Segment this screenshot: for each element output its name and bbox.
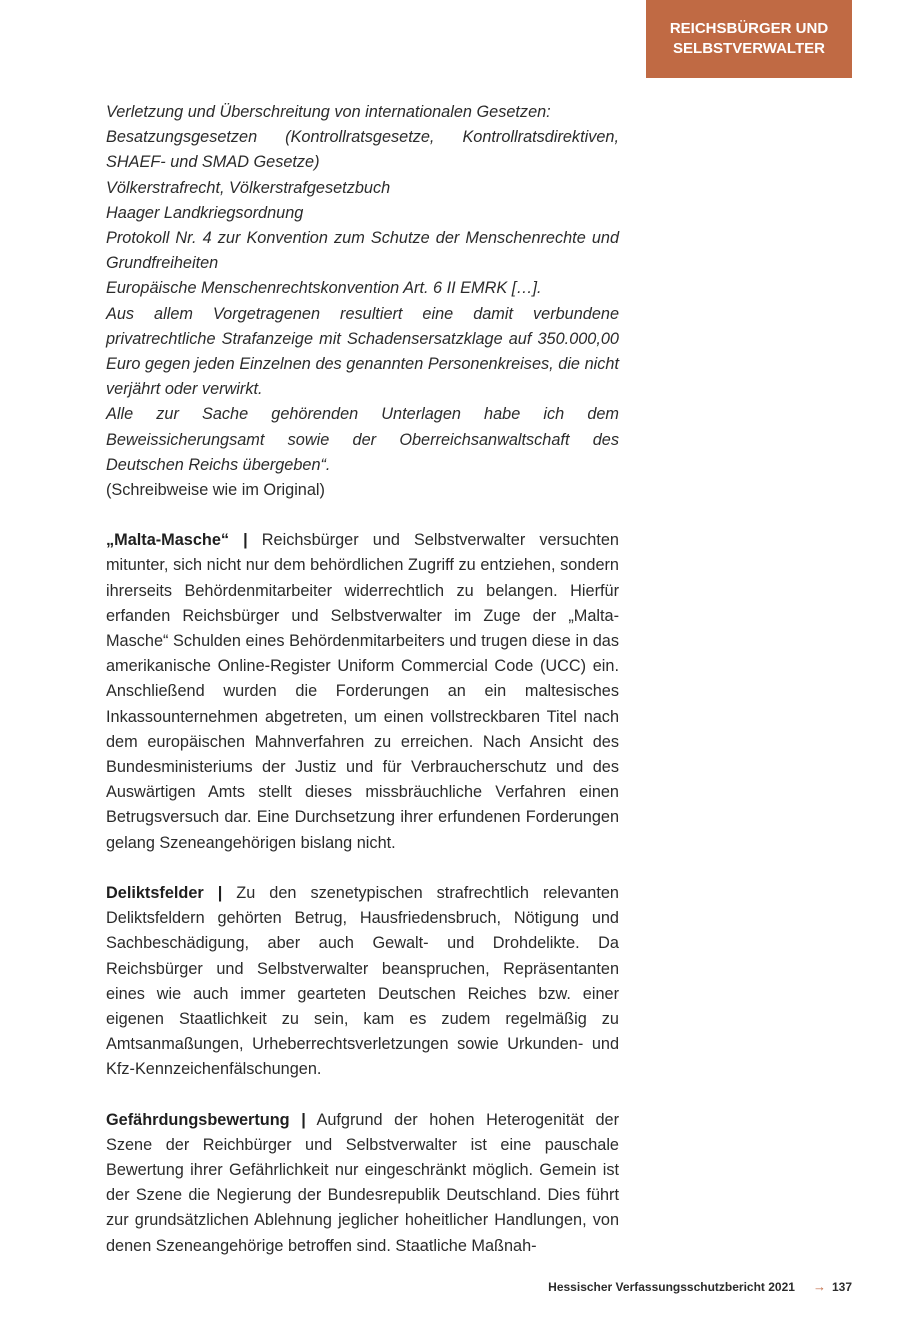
page-footer [548, 1279, 852, 1294]
paragraph-text: Zu den szenetypischen strafrechtlich relevanten Deliktsfeldern gehörten Betrug, Hausfriedensbruch, Nötigung und Sachbeschädigung, aber auch Gewalt- und Drohdelikte. Da Reichsbürger und Selbstverwalter beanspruchen, Repräsentanten eines wie auch immer gearteten Deutschen Reiches bzw. einer eigenen Staatlichkeit zu sein, kam es zudem regelmäßig zu Amtsanmaßungen, Urheberrechtsverletzungen sowie Urkunden- und Kfz-Kennzeichenfälschungen. [106, 883, 619, 1079]
paragraph-text: Reichsbürger und Selbstverwalter versuchten mitunter, sich nicht nur dem behördlichen Zugriff zu entziehen, sondern ihrerseits Behördenmitarbeiter widerrechtlich zu belangen. Hierfür erfanden Reichsbürger und Selbstverwalter im Zuge der „Malta-Masche“ Schulden eines Behördenmitarbeiters und trugen diese in das amerikanische Online-Register Uniform Commercial Code (UCC) ein. Anschließend wurden die Forderungen an ein maltesisches Inkassounternehmen abgetreten, um einen vollstreckbaren Titel nach dem europäischen Mahnverfahren zu erreichen. Nach Ansicht des Bundesministeriums der Justiz und für Verbraucherschutz und des Auswärtigen Amts stellt dieses missbräuchliche Verfahren einen Betrugsversuch dar. Eine Durchsetzung ihrer erfundenen Forderungen gelang Szeneangehörigen bislang nicht. [106, 531, 619, 852]
quote-line: Haager Landkriegsordnung [106, 203, 304, 222]
paragraph-heading: „Malta-Masche“ | [106, 531, 248, 550]
paragraph-text: Aufgrund der hohen Heterogenität der Szene der Reichbürger und Selbstverwalter ist eine pauschale Bewertung ihrer Gefährlichkeit nur eingeschränkt möglich. Gemein ist der Szene die Negierung der Bundesrepublik Deutschland. Dies führt zur grundsätzlichen Ablehnung jeglicher hoheitlicher Handlungen, von denen Szeneangehörige betroffen sind. Staatliche Maßnah- [106, 1110, 620, 1255]
paragraph-gefaehrdungsbewertung [106, 1108, 619, 1259]
paragraph-heading: Deliktsfelder | [106, 883, 223, 902]
paragraph-heading: Gefährdungsbewertung | [106, 1110, 306, 1129]
quote-line: Europäische Menschenrechtskonvention Art. 6 II EMRK […]. [106, 279, 542, 298]
report-title: Hessischer Verfassungsschutzbericht 2021 [548, 1279, 795, 1294]
section-tab [646, 0, 852, 78]
section-tab-line2: SELBSTVERWALTER [673, 40, 825, 57]
quote-line: Aus allem Vorgetragenen resultiert eine damit verbundene privatrechtliche Strafanzeige mit Schadensersatzklage auf 350.000,00 Euro gegen jeden Einzelnen des genannten Personenkreises, die nicht verjährt oder verwirkt. [106, 304, 619, 399]
quote-line: Alle zur Sache gehörenden Unterlagen habe ich dem Beweissicherungsamt sowie der Oberreichsanwaltschaft des Deutschen Reichs übergeben“. [106, 405, 619, 474]
quote-line: Protokoll Nr. 4 zur Konvention zum Schutze der Menschenrechte und Grundfreiheiten [106, 229, 619, 273]
quote-line: Verletzung und Überschreitung von internationalen Gesetzen: [106, 103, 551, 121]
quote-line: Völkerstrafrecht, Völkerstrafgesetzbuch [106, 178, 391, 197]
quote-block [106, 100, 619, 503]
page-number: 137 [831, 1279, 852, 1294]
quote-note: (Schreibweise wie im Original) [106, 481, 325, 500]
page-content [106, 100, 619, 1259]
arrow-right-icon: → [812, 1279, 826, 1294]
quote-line: Besatzungsgesetzen (Kontrollratsgesetze, Kontrollratsdirektiven, SHAEF- und SMAD Gesetze) [106, 128, 619, 172]
paragraph-malta-masche [106, 528, 619, 856]
section-tab-line1: REICHSBÜRGER UND [669, 20, 829, 37]
paragraph-deliktsfelder [106, 881, 619, 1083]
